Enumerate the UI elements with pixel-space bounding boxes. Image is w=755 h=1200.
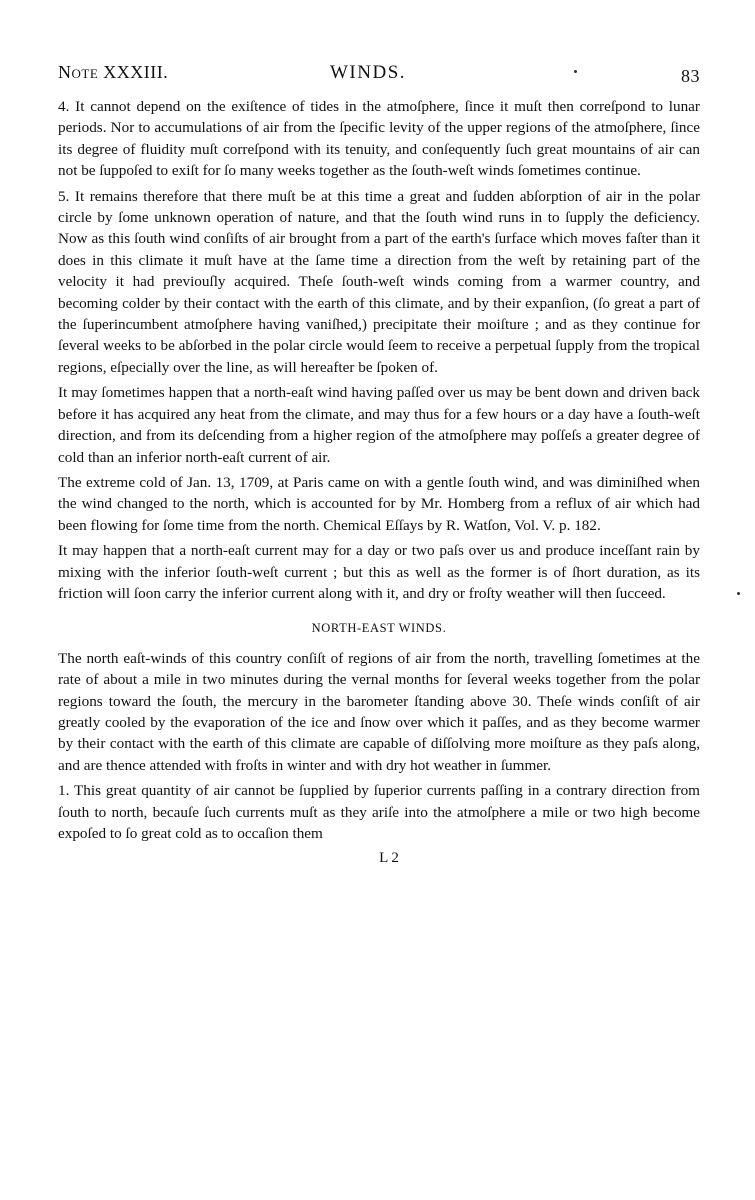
section-heading: NORTH-EAST WINDS. (311, 621, 447, 636)
main-text (58, 96, 700, 844)
paragraph: It may ſometimes happen that a north-eaſt wind having paſſed over us may be bent down and driven back before it has acquired any heat from the climate, and may thus for a few hours or a day have a ſouth-weſt direction, and from its deſcending from a higher region of the atmoſphere may poſſeſs a greater degree of cold than an inferior north-eaſt current of air. (58, 384, 700, 466)
paragraph: It may happen that a north-eaſt current may for a day or two paſs over us and produce inceſſant rain by mixing with the inferior ſouth-weſt current ; but this as well as the former is of ſhort duration, as its friction will ſoon carry the inferior current along with it, and dry or froſty weather will then ſucceed. (58, 542, 700, 602)
ink-speck (737, 592, 740, 595)
page-number: 83 (681, 66, 700, 86)
running-header (58, 62, 700, 90)
signature-mark: L 2 (379, 850, 399, 867)
paragraph: 1. This great quantity of air cannot be ſupplied by ſuperior currents paſſing in a contrary direction from ſouth to north, becauſe ſuch currents muſt as they ariſe into the atmoſphere a mile or two high become expoſed to ſo great cold as to occaſion them (58, 782, 700, 842)
paragraph: The extreme cold of Jan. 13, 1709, at Paris came on with a gentle ſouth wind, and was diminiſhed when the wind changed to the north, which is accounted for by Mr. Homberg from a reflux of air which had been flowing for ſome time from the north. Chemical Eſſays by R. Watſon, Vol. V. p. 182. (58, 473, 700, 534)
note-label: Note XXXIII. (58, 62, 169, 82)
page-title: WINDS. (330, 62, 407, 83)
paragraph: 4. It cannot depend on the exiſtence of tides in the atmoſphere, ſince it muſt then correſpond to lunar periods. Nor to accumulations of air from the ſpecific levity of the upper regions of the atmoſphere, ſince its degree of fluidity muſt correſpond with its tenuity, and conſequently ſuch great mountains of air can not be ſuppoſed to exiſt for ſo many weeks together as the ſouth-weſt winds ſometimes continue. (58, 98, 700, 180)
paragraph: The north eaſt-winds of this country conſiſt of regions of air from the north, travelling ſometimes at the rate of about a mile in two minutes during the vernal months for ſeveral weeks together from the polar regions toward the ſouth, the mercury in the barometer ſtanding above 30. Theſe winds conſiſt of air greatly cooled by the evaporation of the ice and ſnow over which it paſſes, and as they become warmer by their contact with the earth of this climate are capable of diſſolving more moiſture as they paſs along, and are thence attended with froſts in winter and with dry hot weather in ſummer. (58, 649, 700, 774)
paragraph: 5. It remains therefore that there muſt be at this time a great and ſudden abſorption of air in the polar circle by ſome unknown operation of nature, and that the ſouth wind runs in to ſupply the deficiency. Now as this ſouth wind conſiſts of air brought from a part of the earth's ſurface which moves faſter than it does in this climate it muſt have at the ſame time a direction from the weſt by retaining part of the velocity it had previouſly acquired. Theſe ſouth-weſt winds coming from a warmer country, and becoming colder by their contact with the earth of this climate, and by their expanſion, (ſo great a part of the ſuperincumbent atmoſphere having vaniſhed,) precipitate their moiſture ; and as they continue for ſeveral weeks to be abſorbed in the polar circle would ſeem to receive a perpetual ſupply from the tropical regions, eſpecially over the line, as will hereafter be ſpoken of. (58, 187, 700, 376)
